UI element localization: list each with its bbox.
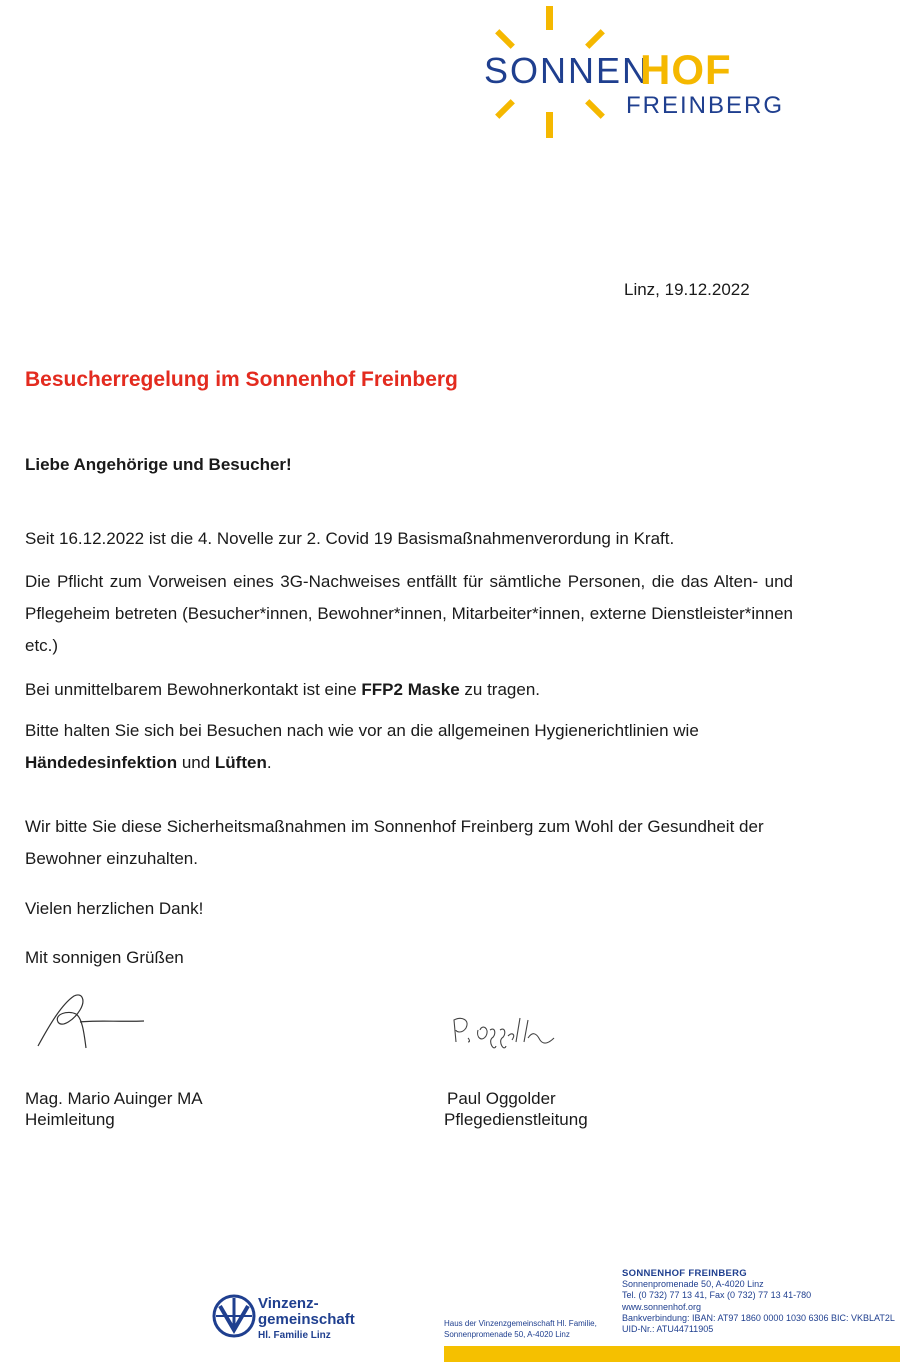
- letter-date: Linz, 19.12.2022: [624, 280, 750, 299]
- paragraph-7: Mit sonnigen Grüßen: [25, 948, 184, 967]
- p3-text-c: zu tragen.: [459, 680, 540, 699]
- paragraph-5: Wir bitte Sie diese Sicherheitsmaßnahmen im Sonnenhof Freinberg zum Wohl der Gesundheit der Bewohner einzuhalten.: [25, 817, 764, 868]
- signer-1: [25, 1088, 203, 1130]
- haus-line-1: Haus der Vinzenzgemeinschaft Hl. Familie,: [444, 1319, 597, 1328]
- p4-text-c: und: [177, 753, 215, 772]
- signer-1-role: Heimleitung: [25, 1110, 115, 1129]
- paragraph-3: [25, 674, 793, 706]
- logo-word-freinberg: FREINBERG: [626, 92, 785, 119]
- contact-uid: UID-Nr.: ATU44711905: [622, 1324, 714, 1335]
- signature-oggolder: [450, 1012, 570, 1062]
- p3-text-a: Bei unmittelbarem Bewohnerkontakt ist eine: [25, 680, 362, 699]
- paragraph-6: Vielen herzlichen Dank!: [25, 899, 204, 918]
- p4-text-e: .: [266, 753, 272, 772]
- p4-text-a: Bitte halten Sie sich bei Besuchen nach wie vor an die allgemeinen Hygienerichtlinien wie: [25, 721, 699, 740]
- signer-2-name: Paul Oggolder: [447, 1089, 556, 1108]
- signer-2-role: Pflegedienstleitung: [444, 1110, 588, 1129]
- signature-auinger: [36, 988, 156, 1058]
- footer-contact-block: [622, 1268, 895, 1335]
- vinzenz-logo-icon: [212, 1294, 256, 1338]
- logo-word-hof: HOF: [640, 46, 732, 93]
- contact-address: Sonnenpromenade 50, A-4020 Linz: [622, 1279, 764, 1290]
- vinzenz-line-3: Hl. Familie Linz: [258, 1330, 331, 1341]
- signer-1-name: Mag. Mario Auinger MA: [25, 1089, 203, 1108]
- p4-bold-lueften: Lüften: [214, 753, 267, 772]
- footer-yellow-bar: [444, 1346, 900, 1362]
- contact-website: www.sonnenhof.org: [622, 1301, 702, 1312]
- paragraph-4: [25, 715, 793, 779]
- p3-bold-ffp2: FFP2 Maske: [361, 680, 460, 699]
- haus-line-2: Sonnenpromenade 50, A-4020 Linz: [444, 1330, 570, 1339]
- contact-bank: Bankverbindung: IBAN: AT97 1860 0000 1030 6306 BIC: VKBLAT2L: [622, 1312, 895, 1323]
- vinzenz-line-2: gemeinschaft: [258, 1311, 355, 1328]
- salutation: Liebe Angehörige und Besucher!: [25, 455, 292, 474]
- p4-bold-haendedesinfektion: Händedesinfektion: [25, 753, 178, 772]
- logo-word-sonnen: SONNEN: [484, 50, 651, 91]
- sonnenhof-logo: [480, 0, 785, 140]
- vinzenz-name: [258, 1296, 355, 1344]
- footer-haus-address: [444, 1318, 597, 1340]
- letter-title: Besucherregelung im Sonnenhof Freinberg: [25, 368, 458, 391]
- vinzenz-line-1: Vinzenz-: [258, 1295, 319, 1312]
- paragraph-1: Seit 16.12.2022 ist die 4. Novelle zur 2. Covid 19 Basismaßnahmenverordung in Kraft.: [25, 529, 675, 548]
- contact-title: SONNENHOF FREINBERG: [622, 1268, 747, 1279]
- signer-2: [444, 1088, 588, 1130]
- contact-phone: Tel. (0 732) 77 13 41, Fax (0 732) 77 13 41-780: [622, 1290, 812, 1301]
- paragraph-2: Die Pflicht zum Vorweisen eines 3G-Nachweises entfällt für sämtliche Personen, die das Alten- und Pflegeheim betreten (Besucher*innen, Bewohner*innen, Mitarbeiter*innen, externe Dienstleister*innen etc.): [25, 572, 793, 655]
